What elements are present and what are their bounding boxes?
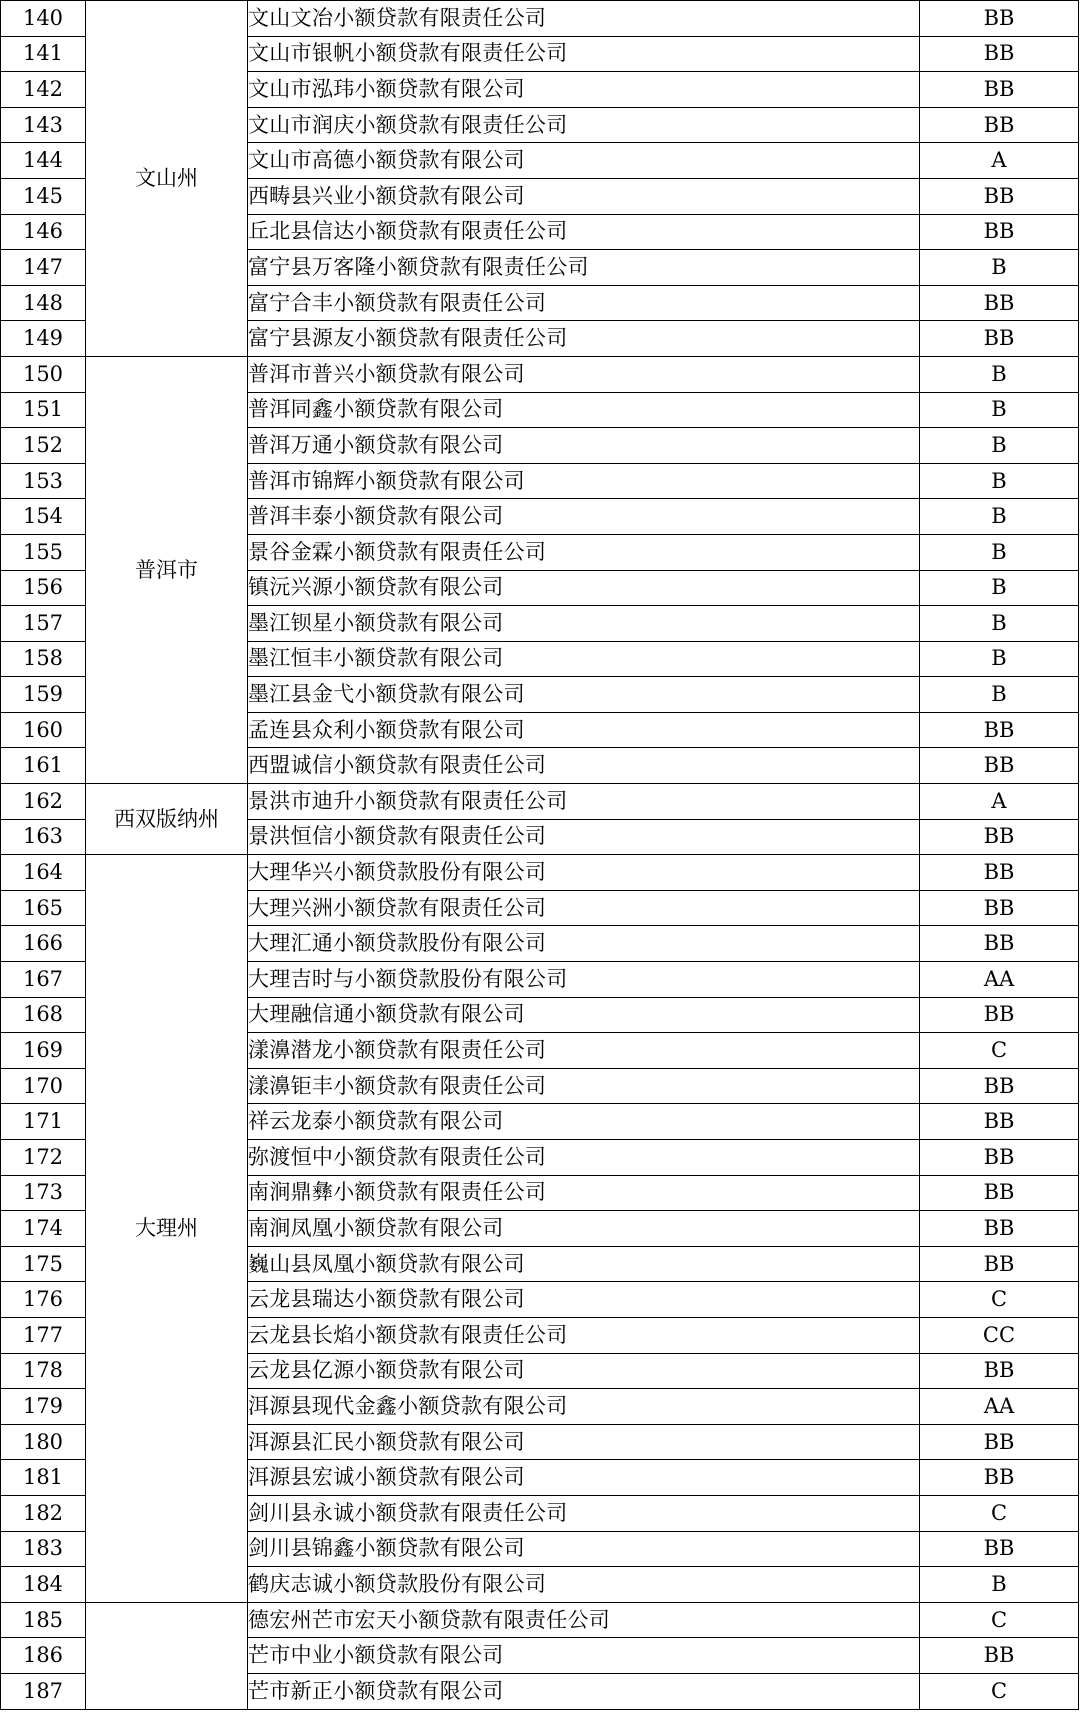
rating-grade: BB (920, 214, 1079, 250)
rating-grade: BB (920, 819, 1079, 855)
row-number: 150 (1, 356, 86, 392)
company-name: 弥渡恒中小额贷款有限责任公司 (248, 1140, 920, 1176)
rating-grade: A (920, 143, 1079, 179)
row-number: 160 (1, 712, 86, 748)
rating-grade: BB (920, 1140, 1079, 1176)
row-number: 186 (1, 1638, 86, 1674)
rating-grade: BB (920, 1353, 1079, 1389)
rating-grade: BB (920, 1246, 1079, 1282)
company-name: 普洱市锦辉小额贷款有限公司 (248, 463, 920, 499)
table-row (1, 855, 1079, 891)
company-name: 墨江恒丰小额贷款有限公司 (248, 641, 920, 677)
company-name: 丘北县信达小额贷款有限责任公司 (248, 214, 920, 250)
table-row (1, 1602, 1079, 1638)
rating-grade: BB (920, 1104, 1079, 1140)
rating-grade: C (920, 1602, 1079, 1638)
row-number: 158 (1, 641, 86, 677)
row-number: 166 (1, 926, 86, 962)
company-name: 普洱丰泰小额贷款有限公司 (248, 499, 920, 535)
rating-grade: B (920, 677, 1079, 713)
company-name: 洱源县汇民小额贷款有限公司 (248, 1424, 920, 1460)
rating-grade: CC (920, 1317, 1079, 1353)
company-name: 大理汇通小额贷款股份有限公司 (248, 926, 920, 962)
row-number: 173 (1, 1175, 86, 1211)
table-row (1, 784, 1079, 820)
rating-grade: BB (920, 1638, 1079, 1674)
rating-grade: BB (920, 1531, 1079, 1567)
region-cell (86, 1602, 248, 1709)
row-number: 174 (1, 1211, 86, 1247)
row-number: 154 (1, 499, 86, 535)
company-name: 景洪恒信小额贷款有限责任公司 (248, 819, 920, 855)
rating-grade: C (920, 1033, 1079, 1069)
company-name: 文山市泓玮小额贷款有限公司 (248, 72, 920, 108)
rating-grade: B (920, 463, 1079, 499)
rating-grade: B (920, 499, 1079, 535)
company-name: 西盟诚信小额贷款有限责任公司 (248, 748, 920, 784)
rating-grade: C (920, 1673, 1079, 1709)
row-number: 143 (1, 107, 86, 143)
row-number: 187 (1, 1673, 86, 1709)
table-row (1, 1, 1079, 37)
rating-grade: BB (920, 1424, 1079, 1460)
company-name: 剑川县永诚小额贷款有限责任公司 (248, 1495, 920, 1531)
row-number: 170 (1, 1068, 86, 1104)
company-name: 祥云龙泰小额贷款有限公司 (248, 1104, 920, 1140)
rating-grade: BB (920, 178, 1079, 214)
row-number: 141 (1, 36, 86, 72)
rating-grade: BB (920, 321, 1079, 357)
row-number: 172 (1, 1140, 86, 1176)
row-number: 184 (1, 1567, 86, 1603)
rating-grade: BB (920, 926, 1079, 962)
rating-grade: B (920, 1567, 1079, 1603)
company-name: 文山文冶小额贷款有限责任公司 (248, 1, 920, 37)
company-name: 大理吉时与小额贷款股份有限公司 (248, 962, 920, 998)
company-name: 德宏州芒市宏天小额贷款有限责任公司 (248, 1602, 920, 1638)
region-cell: 西双版纳州 (86, 784, 248, 855)
row-number: 182 (1, 1495, 86, 1531)
company-name: 西畴县兴业小额贷款有限公司 (248, 178, 920, 214)
company-name: 普洱同鑫小额贷款有限公司 (248, 392, 920, 428)
row-number: 149 (1, 321, 86, 357)
company-name: 普洱万通小额贷款有限公司 (248, 428, 920, 464)
company-name: 芒市中业小额贷款有限公司 (248, 1638, 920, 1674)
row-number: 176 (1, 1282, 86, 1318)
company-name: 芒市新正小额贷款有限公司 (248, 1673, 920, 1709)
company-name: 云龙县长焰小额贷款有限责任公司 (248, 1317, 920, 1353)
row-number: 148 (1, 285, 86, 321)
rating-grade: AA (920, 1389, 1079, 1425)
company-name: 洱源县现代金鑫小额贷款有限公司 (248, 1389, 920, 1425)
rating-grade: BB (920, 72, 1079, 108)
row-number: 164 (1, 855, 86, 891)
rating-grade: BB (920, 1211, 1079, 1247)
row-number: 145 (1, 178, 86, 214)
company-name: 孟连县众利小额贷款有限公司 (248, 712, 920, 748)
rating-grade: BB (920, 748, 1079, 784)
row-number: 140 (1, 1, 86, 37)
row-number: 142 (1, 72, 86, 108)
company-name: 文山市润庆小额贷款有限责任公司 (248, 107, 920, 143)
region-cell: 文山州 (86, 1, 248, 357)
company-name: 鹤庆志诚小额贷款股份有限公司 (248, 1567, 920, 1603)
row-number: 144 (1, 143, 86, 179)
company-name: 富宁县万客隆小额贷款有限责任公司 (248, 250, 920, 286)
row-number: 178 (1, 1353, 86, 1389)
rating-grade: B (920, 356, 1079, 392)
rating-grade: BB (920, 1, 1079, 37)
row-number: 183 (1, 1531, 86, 1567)
row-number: 153 (1, 463, 86, 499)
row-number: 162 (1, 784, 86, 820)
company-name: 剑川县锦鑫小额贷款有限公司 (248, 1531, 920, 1567)
row-number: 146 (1, 214, 86, 250)
rating-grade: AA (920, 962, 1079, 998)
row-number: 152 (1, 428, 86, 464)
company-name: 漾濞钜丰小额贷款有限责任公司 (248, 1068, 920, 1104)
row-number: 155 (1, 534, 86, 570)
company-name: 富宁合丰小额贷款有限责任公司 (248, 285, 920, 321)
rating-grade: BB (920, 36, 1079, 72)
rating-grade: C (920, 1282, 1079, 1318)
row-number: 171 (1, 1104, 86, 1140)
row-number: 151 (1, 392, 86, 428)
row-number: 180 (1, 1424, 86, 1460)
company-name: 墨江县金弋小额贷款有限公司 (248, 677, 920, 713)
row-number: 163 (1, 819, 86, 855)
region-cell: 大理州 (86, 855, 248, 1602)
rating-grade: B (920, 250, 1079, 286)
rating-grade: B (920, 570, 1079, 606)
row-number: 181 (1, 1460, 86, 1496)
row-number: 185 (1, 1602, 86, 1638)
company-name: 镇沅兴源小额贷款有限公司 (248, 570, 920, 606)
rating-grade: BB (920, 1175, 1079, 1211)
company-name: 云龙县亿源小额贷款有限公司 (248, 1353, 920, 1389)
row-number: 179 (1, 1389, 86, 1425)
company-name: 巍山县凤凰小额贷款有限公司 (248, 1246, 920, 1282)
row-number: 159 (1, 677, 86, 713)
rating-grade: A (920, 784, 1079, 820)
rating-grade: BB (920, 890, 1079, 926)
rating-grade: B (920, 606, 1079, 642)
company-name: 墨江钡星小额贷款有限公司 (248, 606, 920, 642)
rating-grade: B (920, 428, 1079, 464)
rating-grade: BB (920, 1460, 1079, 1496)
company-name: 文山市银帆小额贷款有限责任公司 (248, 36, 920, 72)
rating-grade: BB (920, 107, 1079, 143)
row-number: 161 (1, 748, 86, 784)
company-name: 大理兴洲小额贷款有限责任公司 (248, 890, 920, 926)
company-name: 景谷金霖小额贷款有限责任公司 (248, 534, 920, 570)
rating-grade: B (920, 534, 1079, 570)
row-number: 157 (1, 606, 86, 642)
rating-grade: B (920, 392, 1079, 428)
row-number: 165 (1, 890, 86, 926)
region-cell: 普洱市 (86, 356, 248, 783)
row-number: 147 (1, 250, 86, 286)
row-number: 177 (1, 1317, 86, 1353)
company-name: 文山市高德小额贷款有限公司 (248, 143, 920, 179)
row-number: 167 (1, 962, 86, 998)
company-name: 大理华兴小额贷款股份有限公司 (248, 855, 920, 891)
row-number: 156 (1, 570, 86, 606)
lender-rating-table-body (1, 1, 1079, 1710)
rating-grade: BB (920, 855, 1079, 891)
company-name: 南涧凤凰小额贷款有限公司 (248, 1211, 920, 1247)
row-number: 175 (1, 1246, 86, 1282)
rating-grade: BB (920, 712, 1079, 748)
table-row (1, 356, 1079, 392)
company-name: 大理融信通小额贷款有限公司 (248, 997, 920, 1033)
rating-grade: C (920, 1495, 1079, 1531)
company-name: 普洱市普兴小额贷款有限公司 (248, 356, 920, 392)
company-name: 云龙县瑞达小额贷款有限公司 (248, 1282, 920, 1318)
company-name: 富宁县源友小额贷款有限责任公司 (248, 321, 920, 357)
row-number: 168 (1, 997, 86, 1033)
company-name: 景洪市迪升小额贷款有限责任公司 (248, 784, 920, 820)
row-number: 169 (1, 1033, 86, 1069)
rating-grade: BB (920, 997, 1079, 1033)
company-name: 南涧鼎彝小额贷款有限责任公司 (248, 1175, 920, 1211)
company-name: 洱源县宏诚小额贷款有限公司 (248, 1460, 920, 1496)
rating-grade: B (920, 641, 1079, 677)
rating-grade: BB (920, 285, 1079, 321)
company-name: 漾濞潜龙小额贷款有限责任公司 (248, 1033, 920, 1069)
rating-grade: BB (920, 1068, 1079, 1104)
